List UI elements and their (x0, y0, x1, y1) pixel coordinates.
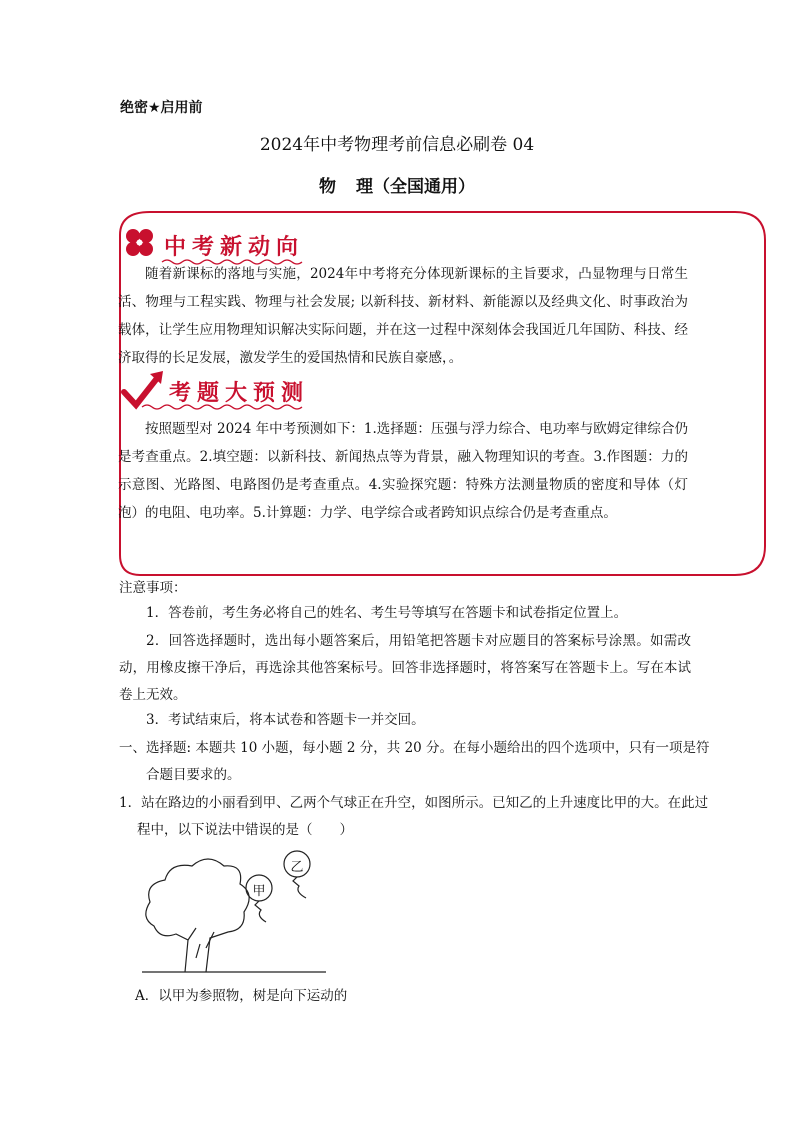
balloon-b-label: 乙 (290, 860, 304, 875)
balloon-a-label: 甲 (252, 884, 266, 899)
paper-title: 2024年中考物理考前信息必刷卷 04 (259, 135, 535, 155)
check-arrow-icon (124, 377, 158, 405)
section-heading-prediction: 考题大预测 (169, 381, 310, 406)
section-heading-new-trend: 中考新动向 (164, 235, 305, 260)
tree-icon (146, 859, 249, 972)
subject-char-1: 物 (319, 177, 336, 197)
notice-item-1: 1．答卷前，考生务必将自己的姓名、考生号等填写在答题卡和试卷指定位置上。 (146, 605, 628, 621)
prediction-paragraph: 按照题型对 2024 年中考预测如下：1.选择题：压强与浮力综合、电功率与欧姆定律综合仍是考查重点。2.填空题：以新科技、新闻热点等为背景，融入物理知识的考查。3.作图题：力的示意图、光路图、电路图仍是考查重点。4.实验探究题：特殊方法测量物质的密度和导体（灯泡）的电阻、电功率。5.计算题：力学、电学综合或者跨知识点综合仍是考查重点。 (118, 421, 688, 521)
subject-char-2: 理 (356, 177, 373, 197)
subtitle-tail: （全国通用） (373, 177, 475, 197)
section-one-instructions: 一、选择题: 本题共 10 小题，每小题 2 分，共 20 分。在每小题给出的四个选项中，只有一项是符合题目要求的。 (119, 740, 710, 783)
question-1-stem: 1．站在路边的小丽看到甲、乙两个气球正在升空，如图所示。已知乙的上升速度比甲的大。在此过程中，以下说法中错误的是（ ） (119, 795, 709, 838)
question-1-option-a: A．以甲为参照物，树是向下运动的 (135, 988, 348, 1004)
flower-icon (126, 229, 153, 256)
confidential-label: 绝密★启用前 (120, 100, 203, 116)
new-trend-paragraph: 随着新课标的落地与实施，2024年中考将充分体现新课标的主旨要求，凸显物理与日常生活、物理与工程实践、物理与社会发展; 以新科技、新材料、新能源以及经典文化、时事政治为载体，让学生应用物理知识解决实际问题，并在这一过程中深刻体会我国近几年国防、科技、经济取得的长足发展，激发学生的爱国热情和民族自豪感，。 (118, 266, 688, 366)
notice-item-3: 3．考试结束后，将本试卷和答题卡一并交回。 (146, 712, 425, 728)
notice-heading: 注意事项： (119, 580, 187, 596)
notice-item-2: 2．回答选择题时，选出每小题答案后，用铅笔把答题卡对应题目的答案标号涂黑。如需改动，用橡皮擦干净后，再选涂其他答案标号。回答非选择题时，将答案写在答题卡上。写在本试卷上无效。 (119, 633, 691, 703)
